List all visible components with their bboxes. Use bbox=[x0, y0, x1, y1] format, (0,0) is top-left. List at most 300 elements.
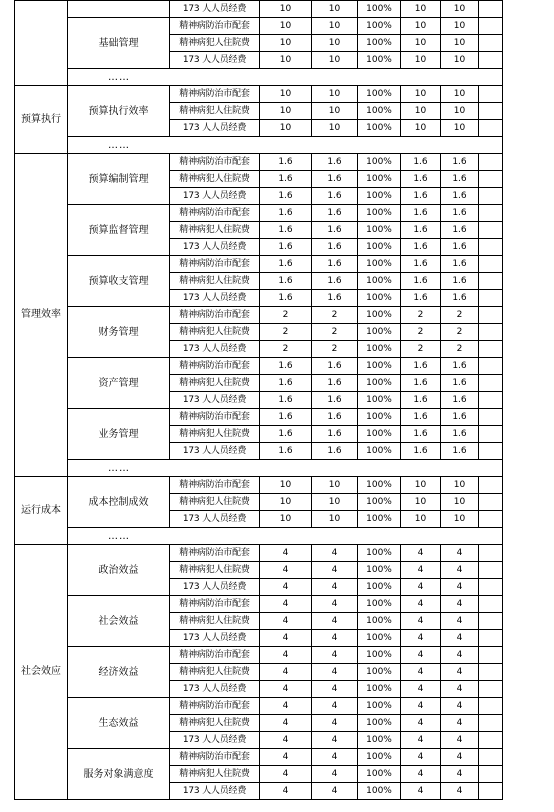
empty-cell bbox=[479, 205, 503, 222]
value-cell: 1.6 bbox=[401, 256, 441, 273]
funding-item-cell: 精神病防治市配套 bbox=[170, 154, 260, 171]
value-cell: 10 bbox=[441, 120, 479, 137]
value-cell: 100% bbox=[358, 426, 401, 443]
empty-cell bbox=[479, 392, 503, 409]
value-cell: 100% bbox=[358, 103, 401, 120]
value-cell: 4 bbox=[312, 749, 358, 766]
value-cell: 100% bbox=[358, 664, 401, 681]
value-cell: 2 bbox=[312, 307, 358, 324]
value-cell: 1.6 bbox=[401, 239, 441, 256]
value-cell: 10 bbox=[401, 103, 441, 120]
empty-cell bbox=[479, 783, 503, 800]
empty-cell bbox=[479, 52, 503, 69]
value-cell: 1.6 bbox=[312, 273, 358, 290]
table-row bbox=[15, 477, 503, 494]
value-cell: 10 bbox=[441, 103, 479, 120]
value-cell: 4 bbox=[260, 630, 312, 647]
value-cell: 100% bbox=[358, 120, 401, 137]
value-cell: 100% bbox=[358, 18, 401, 35]
empty-cell bbox=[479, 188, 503, 205]
value-cell: 1.6 bbox=[260, 205, 312, 222]
value-cell: 1.6 bbox=[260, 188, 312, 205]
value-cell: 1.6 bbox=[441, 409, 479, 426]
value-cell: 4 bbox=[441, 766, 479, 783]
value-cell: 4 bbox=[260, 732, 312, 749]
value-cell: 1.6 bbox=[401, 290, 441, 307]
value-cell: 4 bbox=[401, 664, 441, 681]
indicator-cell: 预算收支管理 bbox=[68, 256, 170, 307]
indicator-cell: 服务对象满意度 bbox=[68, 749, 170, 800]
funding-item-cell: 173 人人员经费 bbox=[170, 341, 260, 358]
indicator-cell: 资产管理 bbox=[68, 358, 170, 409]
funding-item-cell: 精神病犯人住院费 bbox=[170, 562, 260, 579]
table-row bbox=[15, 545, 503, 562]
value-cell: 100% bbox=[358, 358, 401, 375]
value-cell: 100% bbox=[358, 647, 401, 664]
table-row bbox=[15, 647, 503, 664]
empty-cell bbox=[479, 290, 503, 307]
value-cell: 1.6 bbox=[312, 409, 358, 426]
value-cell: 4 bbox=[312, 732, 358, 749]
value-cell: 1.6 bbox=[312, 239, 358, 256]
value-cell: 1.6 bbox=[401, 409, 441, 426]
value-cell: 1.6 bbox=[260, 171, 312, 188]
funding-item-cell: 精神病防治市配套 bbox=[170, 307, 260, 324]
value-cell: 1.6 bbox=[441, 392, 479, 409]
table-row bbox=[15, 205, 503, 222]
value-cell: 1.6 bbox=[441, 171, 479, 188]
indicator-cell: 预算编制管理 bbox=[68, 154, 170, 205]
empty-cell bbox=[479, 732, 503, 749]
value-cell: 10 bbox=[260, 86, 312, 103]
table-row bbox=[15, 154, 503, 171]
empty-cell bbox=[479, 715, 503, 732]
funding-item-cell: 精神病犯人住院费 bbox=[170, 766, 260, 783]
funding-item-cell: 精神病犯人住院费 bbox=[170, 222, 260, 239]
value-cell: 10 bbox=[312, 86, 358, 103]
value-cell: 10 bbox=[312, 120, 358, 137]
empty-cell bbox=[479, 341, 503, 358]
value-cell: 4 bbox=[260, 698, 312, 715]
value-cell: 4 bbox=[441, 647, 479, 664]
value-cell: 10 bbox=[401, 1, 441, 18]
empty-cell bbox=[479, 222, 503, 239]
value-cell: 1.6 bbox=[401, 375, 441, 392]
value-cell: 4 bbox=[401, 783, 441, 800]
value-cell: 1.6 bbox=[441, 273, 479, 290]
ellipsis-cell: …… bbox=[68, 137, 503, 154]
empty-cell bbox=[479, 477, 503, 494]
indicator-cell: 政治效益 bbox=[68, 545, 170, 596]
funding-item-cell: 精神病犯人住院费 bbox=[170, 103, 260, 120]
performance-table bbox=[14, 0, 503, 800]
funding-item-cell: 173 人人员经费 bbox=[170, 783, 260, 800]
value-cell: 4 bbox=[312, 647, 358, 664]
value-cell: 100% bbox=[358, 205, 401, 222]
value-cell: 1.6 bbox=[401, 273, 441, 290]
value-cell: 4 bbox=[260, 562, 312, 579]
empty-cell bbox=[479, 545, 503, 562]
indicator-cell: 业务管理 bbox=[68, 409, 170, 460]
empty-cell bbox=[479, 511, 503, 528]
category-cell: 预算执行 bbox=[15, 86, 68, 154]
value-cell: 100% bbox=[358, 698, 401, 715]
table-row bbox=[15, 1, 503, 18]
value-cell: 100% bbox=[358, 86, 401, 103]
table-row bbox=[15, 358, 503, 375]
value-cell: 2 bbox=[312, 324, 358, 341]
value-cell: 100% bbox=[358, 749, 401, 766]
value-cell: 10 bbox=[260, 35, 312, 52]
value-cell: 4 bbox=[441, 715, 479, 732]
value-cell: 1.6 bbox=[441, 375, 479, 392]
value-cell: 2 bbox=[260, 324, 312, 341]
funding-item-cell: 精神病防治市配套 bbox=[170, 205, 260, 222]
funding-item-cell: 173 人人员经费 bbox=[170, 732, 260, 749]
funding-item-cell: 173 人人员经费 bbox=[170, 443, 260, 460]
value-cell: 100% bbox=[358, 494, 401, 511]
value-cell: 10 bbox=[401, 477, 441, 494]
value-cell: 100% bbox=[358, 715, 401, 732]
value-cell: 4 bbox=[401, 766, 441, 783]
funding-item-cell: 精神病犯人住院费 bbox=[170, 273, 260, 290]
funding-item-cell: 173 人人员经费 bbox=[170, 630, 260, 647]
value-cell: 100% bbox=[358, 273, 401, 290]
value-cell: 4 bbox=[260, 681, 312, 698]
value-cell: 1.6 bbox=[441, 290, 479, 307]
value-cell: 4 bbox=[312, 698, 358, 715]
indicator-cell: 基础管理 bbox=[68, 18, 170, 69]
value-cell: 1.6 bbox=[260, 239, 312, 256]
value-cell: 1.6 bbox=[260, 222, 312, 239]
performance-table-sheet bbox=[14, 0, 503, 800]
value-cell: 4 bbox=[441, 749, 479, 766]
value-cell: 100% bbox=[358, 1, 401, 18]
empty-cell bbox=[479, 647, 503, 664]
value-cell: 1.6 bbox=[401, 443, 441, 460]
funding-item-cell: 精神病防治市配套 bbox=[170, 647, 260, 664]
funding-item-cell: 精神病防治市配套 bbox=[170, 409, 260, 426]
category-cell bbox=[15, 1, 68, 86]
funding-item-cell: 精神病防治市配套 bbox=[170, 18, 260, 35]
value-cell: 100% bbox=[358, 409, 401, 426]
value-cell: 10 bbox=[260, 511, 312, 528]
value-cell: 4 bbox=[401, 562, 441, 579]
value-cell: 4 bbox=[312, 766, 358, 783]
value-cell: 4 bbox=[401, 596, 441, 613]
value-cell: 1.6 bbox=[441, 358, 479, 375]
table-row bbox=[15, 596, 503, 613]
value-cell: 10 bbox=[260, 120, 312, 137]
value-cell: 4 bbox=[401, 749, 441, 766]
empty-cell bbox=[479, 358, 503, 375]
funding-item-cell: 173 人人员经费 bbox=[170, 120, 260, 137]
value-cell: 4 bbox=[260, 766, 312, 783]
value-cell: 4 bbox=[441, 596, 479, 613]
value-cell: 1.6 bbox=[401, 171, 441, 188]
empty-cell bbox=[479, 443, 503, 460]
value-cell: 4 bbox=[441, 664, 479, 681]
funding-item-cell: 精神病犯人住院费 bbox=[170, 375, 260, 392]
ellipsis-row bbox=[15, 69, 503, 86]
value-cell: 1.6 bbox=[312, 375, 358, 392]
empty-cell bbox=[479, 494, 503, 511]
empty-cell bbox=[479, 18, 503, 35]
value-cell: 1.6 bbox=[312, 205, 358, 222]
value-cell: 4 bbox=[401, 630, 441, 647]
funding-item-cell: 173 人人员经费 bbox=[170, 188, 260, 205]
empty-cell bbox=[479, 681, 503, 698]
value-cell: 100% bbox=[358, 545, 401, 562]
value-cell: 10 bbox=[441, 86, 479, 103]
empty-cell bbox=[479, 426, 503, 443]
value-cell: 100% bbox=[358, 562, 401, 579]
value-cell: 4 bbox=[260, 664, 312, 681]
value-cell: 1.6 bbox=[260, 154, 312, 171]
value-cell: 4 bbox=[441, 545, 479, 562]
value-cell: 1.6 bbox=[312, 222, 358, 239]
value-cell: 100% bbox=[358, 35, 401, 52]
value-cell: 4 bbox=[401, 698, 441, 715]
empty-cell bbox=[479, 562, 503, 579]
empty-cell bbox=[479, 307, 503, 324]
table-row bbox=[15, 256, 503, 273]
value-cell: 4 bbox=[260, 613, 312, 630]
funding-item-cell: 精神病防治市配套 bbox=[170, 358, 260, 375]
empty-cell bbox=[479, 171, 503, 188]
empty-cell bbox=[479, 664, 503, 681]
funding-item-cell: 173 人人员经费 bbox=[170, 1, 260, 18]
value-cell: 4 bbox=[312, 562, 358, 579]
value-cell: 10 bbox=[260, 18, 312, 35]
value-cell: 10 bbox=[401, 86, 441, 103]
funding-item-cell: 173 人人员经费 bbox=[170, 681, 260, 698]
value-cell: 10 bbox=[312, 477, 358, 494]
funding-item-cell: 精神病犯人住院费 bbox=[170, 171, 260, 188]
value-cell: 1.6 bbox=[260, 273, 312, 290]
empty-cell bbox=[479, 766, 503, 783]
value-cell: 2 bbox=[401, 307, 441, 324]
value-cell: 1.6 bbox=[312, 154, 358, 171]
value-cell: 4 bbox=[260, 647, 312, 664]
value-cell: 4 bbox=[312, 579, 358, 596]
empty-cell bbox=[479, 273, 503, 290]
value-cell: 100% bbox=[358, 290, 401, 307]
value-cell: 4 bbox=[312, 630, 358, 647]
value-cell: 4 bbox=[401, 732, 441, 749]
value-cell: 1.6 bbox=[260, 290, 312, 307]
value-cell: 4 bbox=[441, 562, 479, 579]
funding-item-cell: 精神病犯人住院费 bbox=[170, 494, 260, 511]
value-cell: 2 bbox=[441, 324, 479, 341]
value-cell: 4 bbox=[401, 681, 441, 698]
empty-cell bbox=[479, 409, 503, 426]
value-cell: 1.6 bbox=[401, 154, 441, 171]
value-cell: 100% bbox=[358, 188, 401, 205]
value-cell: 1.6 bbox=[441, 154, 479, 171]
funding-item-cell: 精神病防治市配套 bbox=[170, 477, 260, 494]
value-cell: 10 bbox=[401, 511, 441, 528]
funding-item-cell: 精神病犯人住院费 bbox=[170, 426, 260, 443]
value-cell: 1.6 bbox=[401, 358, 441, 375]
indicator-cell bbox=[68, 1, 170, 18]
value-cell: 100% bbox=[358, 766, 401, 783]
funding-item-cell: 精神病犯人住院费 bbox=[170, 715, 260, 732]
value-cell: 100% bbox=[358, 596, 401, 613]
empty-cell bbox=[479, 324, 503, 341]
value-cell: 10 bbox=[401, 18, 441, 35]
ellipsis-row bbox=[15, 528, 503, 545]
value-cell: 10 bbox=[260, 103, 312, 120]
empty-cell bbox=[479, 375, 503, 392]
value-cell: 2 bbox=[260, 307, 312, 324]
empty-cell bbox=[479, 613, 503, 630]
value-cell: 4 bbox=[401, 647, 441, 664]
value-cell: 10 bbox=[312, 511, 358, 528]
value-cell: 4 bbox=[312, 596, 358, 613]
value-cell: 1.6 bbox=[312, 392, 358, 409]
empty-cell bbox=[479, 103, 503, 120]
value-cell: 4 bbox=[260, 579, 312, 596]
value-cell: 10 bbox=[312, 103, 358, 120]
value-cell: 4 bbox=[401, 545, 441, 562]
value-cell: 4 bbox=[260, 749, 312, 766]
value-cell: 4 bbox=[441, 681, 479, 698]
value-cell: 4 bbox=[401, 579, 441, 596]
table-row bbox=[15, 86, 503, 103]
value-cell: 2 bbox=[441, 307, 479, 324]
value-cell: 1.6 bbox=[312, 256, 358, 273]
empty-cell bbox=[479, 579, 503, 596]
value-cell: 1.6 bbox=[260, 358, 312, 375]
value-cell: 100% bbox=[358, 511, 401, 528]
table-row bbox=[15, 409, 503, 426]
value-cell: 4 bbox=[260, 545, 312, 562]
funding-item-cell: 精神病防治市配套 bbox=[170, 749, 260, 766]
value-cell: 100% bbox=[358, 392, 401, 409]
category-cell: 运行成本 bbox=[15, 477, 68, 545]
value-cell: 10 bbox=[260, 477, 312, 494]
value-cell: 100% bbox=[358, 341, 401, 358]
category-cell: 管理效率 bbox=[15, 154, 68, 477]
empty-cell bbox=[479, 35, 503, 52]
funding-item-cell: 精神病犯人住院费 bbox=[170, 613, 260, 630]
value-cell: 1.6 bbox=[312, 188, 358, 205]
value-cell: 4 bbox=[260, 715, 312, 732]
empty-cell bbox=[479, 154, 503, 171]
table-row bbox=[15, 749, 503, 766]
funding-item-cell: 173 人人员经费 bbox=[170, 392, 260, 409]
funding-item-cell: 173 人人员经费 bbox=[170, 52, 260, 69]
value-cell: 10 bbox=[312, 1, 358, 18]
value-cell: 1.6 bbox=[260, 392, 312, 409]
table-row bbox=[15, 18, 503, 35]
funding-item-cell: 精神病犯人住院费 bbox=[170, 35, 260, 52]
empty-cell bbox=[479, 120, 503, 137]
value-cell: 2 bbox=[260, 341, 312, 358]
value-cell: 1.6 bbox=[441, 239, 479, 256]
value-cell: 4 bbox=[401, 715, 441, 732]
value-cell: 4 bbox=[441, 630, 479, 647]
value-cell: 1.6 bbox=[401, 222, 441, 239]
value-cell: 100% bbox=[358, 154, 401, 171]
value-cell: 100% bbox=[358, 477, 401, 494]
value-cell: 1.6 bbox=[401, 188, 441, 205]
ellipsis-row bbox=[15, 460, 503, 477]
empty-cell bbox=[479, 256, 503, 273]
indicator-cell: 生态效益 bbox=[68, 698, 170, 749]
value-cell: 10 bbox=[441, 35, 479, 52]
funding-item-cell: 精神病犯人住院费 bbox=[170, 664, 260, 681]
value-cell: 10 bbox=[441, 52, 479, 69]
value-cell: 1.6 bbox=[441, 188, 479, 205]
funding-item-cell: 精神病防治市配套 bbox=[170, 698, 260, 715]
value-cell: 2 bbox=[312, 341, 358, 358]
value-cell: 1.6 bbox=[260, 426, 312, 443]
value-cell: 4 bbox=[312, 681, 358, 698]
value-cell: 10 bbox=[312, 35, 358, 52]
value-cell: 10 bbox=[260, 52, 312, 69]
indicator-cell: 预算监督管理 bbox=[68, 205, 170, 256]
funding-item-cell: 173 人人员经费 bbox=[170, 579, 260, 596]
value-cell: 1.6 bbox=[401, 426, 441, 443]
value-cell: 100% bbox=[358, 52, 401, 69]
value-cell: 10 bbox=[441, 18, 479, 35]
value-cell: 2 bbox=[401, 341, 441, 358]
value-cell: 10 bbox=[441, 494, 479, 511]
funding-item-cell: 173 人人员经费 bbox=[170, 511, 260, 528]
value-cell: 1.6 bbox=[312, 358, 358, 375]
value-cell: 1.6 bbox=[441, 426, 479, 443]
indicator-cell: 社会效益 bbox=[68, 596, 170, 647]
value-cell: 4 bbox=[312, 664, 358, 681]
value-cell: 4 bbox=[312, 613, 358, 630]
value-cell: 10 bbox=[441, 1, 479, 18]
value-cell: 100% bbox=[358, 681, 401, 698]
value-cell: 100% bbox=[358, 171, 401, 188]
value-cell: 100% bbox=[358, 579, 401, 596]
funding-item-cell: 精神病防治市配套 bbox=[170, 545, 260, 562]
value-cell: 1.6 bbox=[312, 426, 358, 443]
value-cell: 1.6 bbox=[260, 443, 312, 460]
value-cell: 4 bbox=[260, 783, 312, 800]
value-cell: 1.6 bbox=[312, 171, 358, 188]
value-cell: 10 bbox=[401, 52, 441, 69]
value-cell: 100% bbox=[358, 375, 401, 392]
value-cell: 10 bbox=[312, 494, 358, 511]
funding-item-cell: 精神病防治市配套 bbox=[170, 596, 260, 613]
value-cell: 1.6 bbox=[441, 222, 479, 239]
value-cell: 100% bbox=[358, 783, 401, 800]
empty-cell bbox=[479, 86, 503, 103]
table-row bbox=[15, 307, 503, 324]
ellipsis-cell: …… bbox=[68, 528, 503, 545]
value-cell: 4 bbox=[312, 715, 358, 732]
ellipsis-cell: …… bbox=[68, 69, 503, 86]
value-cell: 1.6 bbox=[312, 443, 358, 460]
value-cell: 10 bbox=[401, 494, 441, 511]
value-cell: 1.6 bbox=[441, 205, 479, 222]
indicator-cell: 财务管理 bbox=[68, 307, 170, 358]
indicator-cell: 经济效益 bbox=[68, 647, 170, 698]
value-cell: 10 bbox=[312, 18, 358, 35]
value-cell: 4 bbox=[441, 698, 479, 715]
value-cell: 10 bbox=[441, 511, 479, 528]
value-cell: 100% bbox=[358, 630, 401, 647]
value-cell: 100% bbox=[358, 443, 401, 460]
value-cell: 10 bbox=[401, 35, 441, 52]
value-cell: 100% bbox=[358, 613, 401, 630]
